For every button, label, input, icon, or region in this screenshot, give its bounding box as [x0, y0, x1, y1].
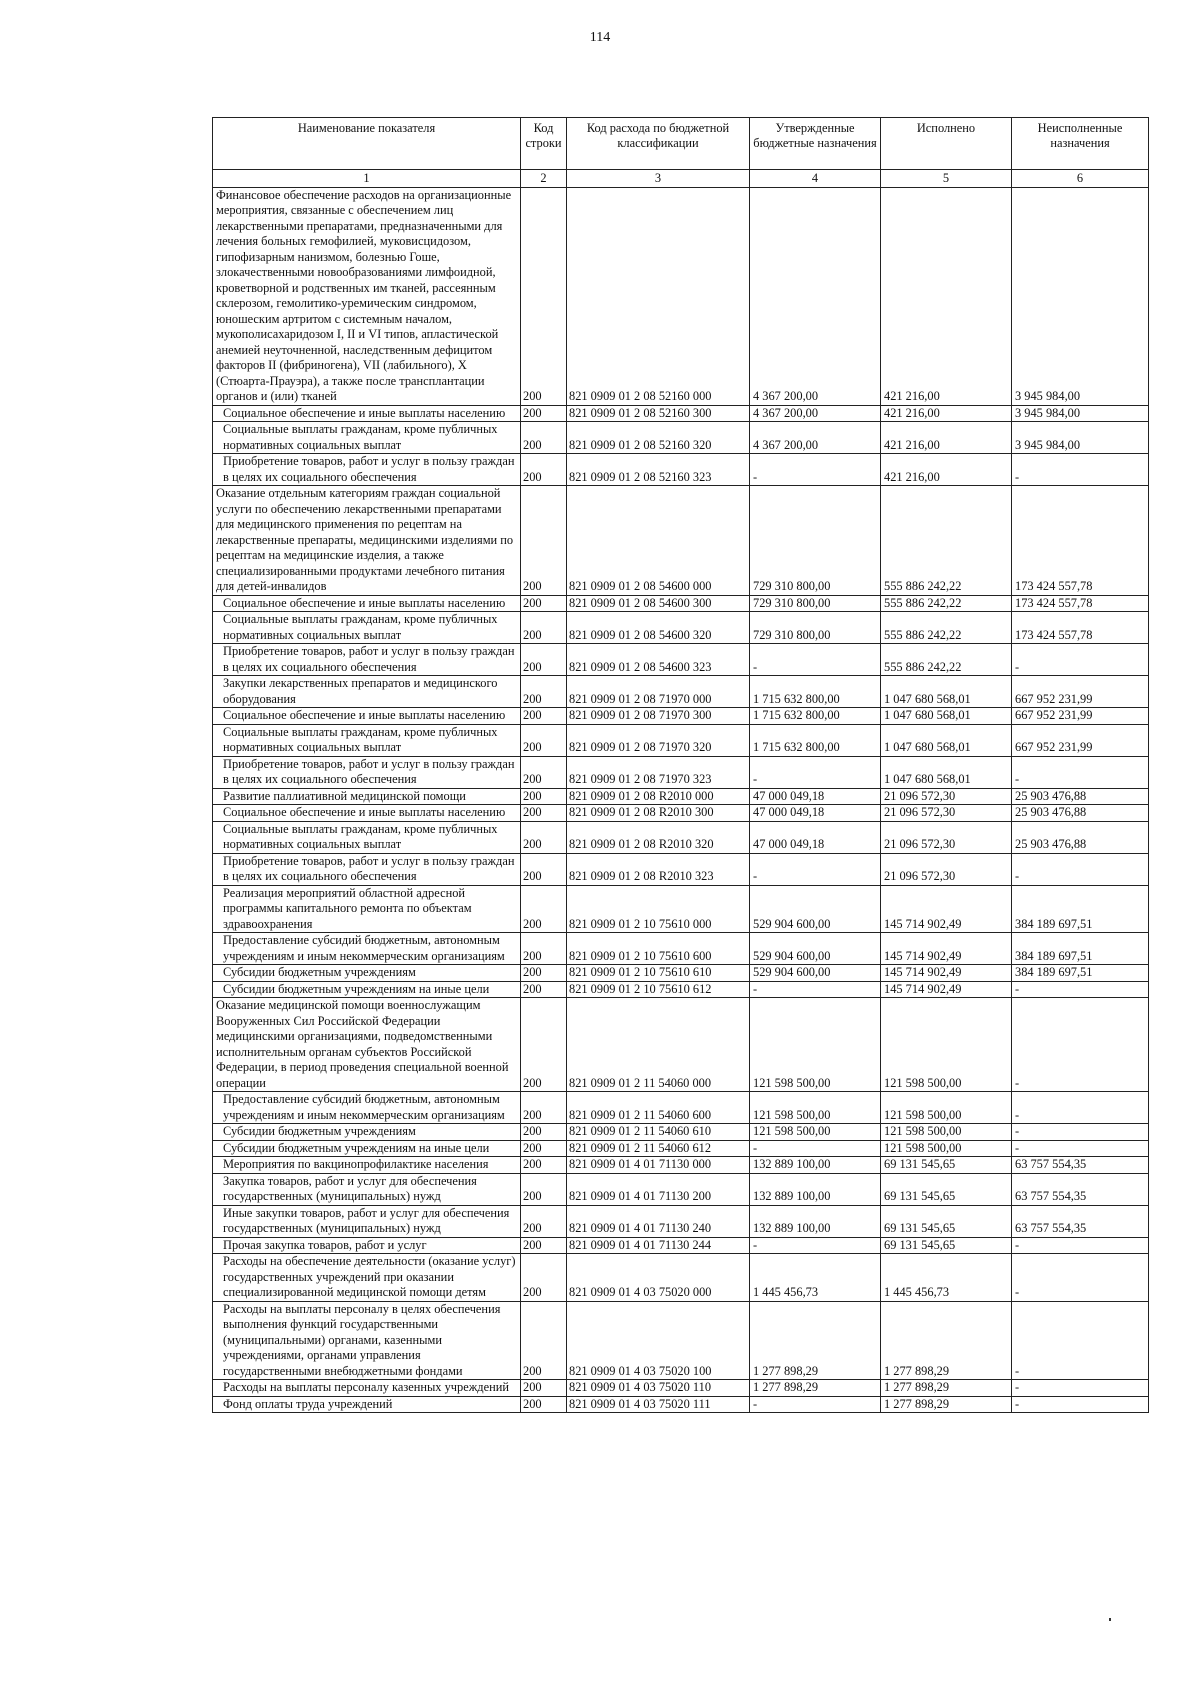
row-executed-amount: 69 131 545,65 [881, 1157, 1012, 1174]
row-executed-amount: 555 886 242,22 [881, 612, 1012, 644]
row-executed-amount: 121 598 500,00 [881, 1092, 1012, 1124]
row-line-code: 200 [521, 454, 567, 486]
row-executed-amount: 421 216,00 [881, 187, 1012, 405]
row-approved-amount: 729 310 800,00 [750, 612, 881, 644]
row-line-code: 200 [521, 1092, 567, 1124]
table-row [213, 1157, 1149, 1174]
row-unexecuted-amount: - [1012, 756, 1149, 788]
row-indicator-name: Расходы на выплаты персоналу казенных учреждений [213, 1380, 521, 1397]
row-expense-code: 821 0909 01 4 01 71130 000 [567, 1157, 750, 1174]
row-indicator-name: Мероприятия по вакцинопрофилактике населения [213, 1157, 521, 1174]
table-row [213, 933, 1149, 965]
row-indicator-name: Прочая закупка товаров, работ и услуг [213, 1237, 521, 1254]
row-line-code: 200 [521, 612, 567, 644]
row-unexecuted-amount: 3 945 984,00 [1012, 422, 1149, 454]
table-row [213, 1396, 1149, 1413]
table-row [213, 187, 1149, 405]
row-indicator-name: Социальные выплаты гражданам, кроме публичных нормативных социальных выплат [213, 612, 521, 644]
row-executed-amount: 145 714 902,49 [881, 885, 1012, 933]
row-approved-amount: 529 904 600,00 [750, 933, 881, 965]
row-expense-code: 821 0909 01 2 08 71970 323 [567, 756, 750, 788]
row-executed-amount: 121 598 500,00 [881, 998, 1012, 1092]
row-unexecuted-amount: - [1012, 644, 1149, 676]
row-indicator-name: Оказание отдельным категориям граждан социальной услуги по обеспечению лекарственными препаратами для медицинского применения по рецептам на лекарственные препараты, медицинскими изделиями по рецептам на медицинские изделия, а также специализированными продуктами лечебного питания для детей-инвалидов [213, 486, 521, 596]
row-unexecuted-amount: - [1012, 998, 1149, 1092]
row-expense-code: 821 0909 01 2 08 R2010 000 [567, 788, 750, 805]
row-approved-amount: - [750, 1140, 881, 1157]
row-unexecuted-amount: - [1012, 1254, 1149, 1302]
row-approved-amount: 1 715 632 800,00 [750, 708, 881, 725]
row-line-code: 200 [521, 1396, 567, 1413]
row-unexecuted-amount: - [1012, 1380, 1149, 1397]
row-approved-amount: - [750, 756, 881, 788]
row-indicator-name: Иные закупки товаров, работ и услуг для обеспечения государственных (муниципальных) нужд [213, 1205, 521, 1237]
column-number: 3 [567, 170, 750, 188]
column-number: 2 [521, 170, 567, 188]
table-row [213, 724, 1149, 756]
row-approved-amount: 729 310 800,00 [750, 486, 881, 596]
row-line-code: 200 [521, 885, 567, 933]
row-executed-amount: 1 047 680 568,01 [881, 756, 1012, 788]
row-approved-amount: 121 598 500,00 [750, 998, 881, 1092]
row-executed-amount: 21 096 572,30 [881, 853, 1012, 885]
table-row [213, 853, 1149, 885]
row-executed-amount: 1 047 680 568,01 [881, 708, 1012, 725]
row-unexecuted-amount: 384 189 697,51 [1012, 933, 1149, 965]
row-line-code: 200 [521, 708, 567, 725]
row-approved-amount: - [750, 644, 881, 676]
row-unexecuted-amount: - [1012, 1237, 1149, 1254]
row-approved-amount: - [750, 1237, 881, 1254]
header-indicator-name: Наименование показателя [213, 118, 521, 170]
row-line-code: 200 [521, 805, 567, 822]
row-indicator-name: Социальное обеспечение и иные выплаты населению [213, 405, 521, 422]
row-unexecuted-amount: 63 757 554,35 [1012, 1173, 1149, 1205]
column-number: 5 [881, 170, 1012, 188]
row-line-code: 200 [521, 1173, 567, 1205]
row-line-code: 200 [521, 981, 567, 998]
row-indicator-name: Субсидии бюджетным учреждениям на иные цели [213, 981, 521, 998]
header-row [213, 118, 1149, 170]
row-executed-amount: 69 131 545,65 [881, 1173, 1012, 1205]
row-unexecuted-amount: - [1012, 981, 1149, 998]
header-executed: Исполнено [881, 118, 1012, 170]
table-body [213, 187, 1149, 1413]
row-indicator-name: Приобретение товаров, работ и услуг в пользу граждан в целях их социального обеспечения [213, 756, 521, 788]
row-line-code: 200 [521, 1380, 567, 1397]
row-expense-code: 821 0909 01 2 08 52160 300 [567, 405, 750, 422]
row-expense-code: 821 0909 01 4 03 75020 100 [567, 1301, 750, 1380]
row-line-code: 200 [521, 187, 567, 405]
row-approved-amount: 4 367 200,00 [750, 405, 881, 422]
header-unexecuted: Неисполненные назначения [1012, 118, 1149, 170]
row-approved-amount: 132 889 100,00 [750, 1205, 881, 1237]
row-expense-code: 821 0909 01 2 11 54060 610 [567, 1124, 750, 1141]
row-line-code: 200 [521, 756, 567, 788]
table-row [213, 998, 1149, 1092]
row-expense-code: 821 0909 01 4 01 71130 244 [567, 1237, 750, 1254]
row-expense-code: 821 0909 01 2 08 R2010 300 [567, 805, 750, 822]
table-row [213, 708, 1149, 725]
row-executed-amount: 421 216,00 [881, 454, 1012, 486]
table-row [213, 981, 1149, 998]
row-line-code: 200 [521, 644, 567, 676]
row-line-code: 200 [521, 676, 567, 708]
table-row [213, 1173, 1149, 1205]
row-line-code: 200 [521, 1254, 567, 1302]
row-expense-code: 821 0909 01 2 08 R2010 320 [567, 821, 750, 853]
row-executed-amount: 145 714 902,49 [881, 981, 1012, 998]
row-executed-amount: 555 886 242,22 [881, 595, 1012, 612]
row-unexecuted-amount: - [1012, 1092, 1149, 1124]
row-line-code: 200 [521, 422, 567, 454]
row-line-code: 200 [521, 933, 567, 965]
row-indicator-name: Субсидии бюджетным учреждениям [213, 1124, 521, 1141]
row-approved-amount: 47 000 049,18 [750, 788, 881, 805]
table-row [213, 1124, 1149, 1141]
row-expense-code: 821 0909 01 2 11 54060 000 [567, 998, 750, 1092]
row-expense-code: 821 0909 01 4 03 75020 000 [567, 1254, 750, 1302]
row-approved-amount: 47 000 049,18 [750, 805, 881, 822]
row-line-code: 200 [521, 595, 567, 612]
table-row [213, 486, 1149, 596]
table-row [213, 1254, 1149, 1302]
row-approved-amount: 4 367 200,00 [750, 422, 881, 454]
row-executed-amount: 421 216,00 [881, 422, 1012, 454]
row-expense-code: 821 0909 01 2 10 75610 612 [567, 981, 750, 998]
column-number: 6 [1012, 170, 1149, 188]
row-approved-amount: - [750, 853, 881, 885]
row-approved-amount: 529 904 600,00 [750, 965, 881, 982]
row-indicator-name: Предоставление субсидий бюджетным, автономным учреждениям и иным некоммерческим организациям [213, 1092, 521, 1124]
row-indicator-name: Социальное обеспечение и иные выплаты населению [213, 805, 521, 822]
table-row [213, 1205, 1149, 1237]
row-expense-code: 821 0909 01 2 08 R2010 323 [567, 853, 750, 885]
row-indicator-name: Предоставление субсидий бюджетным, автономным учреждениям и иным некоммерческим организациям [213, 933, 521, 965]
row-executed-amount: 1 277 898,29 [881, 1301, 1012, 1380]
table-row [213, 788, 1149, 805]
row-line-code: 200 [521, 788, 567, 805]
row-executed-amount: 145 714 902,49 [881, 965, 1012, 982]
row-unexecuted-amount: - [1012, 1396, 1149, 1413]
row-line-code: 200 [521, 821, 567, 853]
table-row [213, 1140, 1149, 1157]
row-indicator-name: Оказание медицинской помощи военнослужащим Вооруженных Сил Российской Федерации медицинскими организациями, подведомственными исполнительным органам субъектов Российской Федерации, в период проведения специальной военной операции [213, 998, 521, 1092]
row-unexecuted-amount: 63 757 554,35 [1012, 1205, 1149, 1237]
scan-mark [1109, 1618, 1111, 1621]
table-row [213, 1237, 1149, 1254]
table-row [213, 676, 1149, 708]
row-expense-code: 821 0909 01 2 08 71970 300 [567, 708, 750, 725]
header-line-code: Код строки [521, 118, 567, 170]
column-number: 4 [750, 170, 881, 188]
table-row [213, 454, 1149, 486]
table-row [213, 422, 1149, 454]
row-executed-amount: 145 714 902,49 [881, 933, 1012, 965]
row-expense-code: 821 0909 01 4 03 75020 111 [567, 1396, 750, 1413]
row-unexecuted-amount: 3 945 984,00 [1012, 405, 1149, 422]
row-expense-code: 821 0909 01 2 08 52160 000 [567, 187, 750, 405]
row-approved-amount: 4 367 200,00 [750, 187, 881, 405]
table-row [213, 612, 1149, 644]
row-approved-amount: 47 000 049,18 [750, 821, 881, 853]
row-expense-code: 821 0909 01 2 08 54600 320 [567, 612, 750, 644]
row-executed-amount: 555 886 242,22 [881, 486, 1012, 596]
row-executed-amount: 21 096 572,30 [881, 805, 1012, 822]
row-approved-amount: 1 715 632 800,00 [750, 676, 881, 708]
table-row [213, 1380, 1149, 1397]
row-indicator-name: Расходы на выплаты персоналу в целях обеспечения выполнения функций государственными (муниципальными) органами, казенными учреждениями, органами управления государственными внебюджетными фондами [213, 1301, 521, 1380]
table-row [213, 965, 1149, 982]
row-line-code: 200 [521, 724, 567, 756]
row-executed-amount: 21 096 572,30 [881, 821, 1012, 853]
page-number: 114 [589, 30, 611, 45]
row-indicator-name: Приобретение товаров, работ и услуг в пользу граждан в целях их социального обеспечения [213, 644, 521, 676]
row-indicator-name: Фонд оплаты труда учреждений [213, 1396, 521, 1413]
row-indicator-name: Приобретение товаров, работ и услуг в пользу граждан в целях их социального обеспечения [213, 454, 521, 486]
row-unexecuted-amount: 667 952 231,99 [1012, 676, 1149, 708]
row-expense-code: 821 0909 01 2 08 54600 300 [567, 595, 750, 612]
row-approved-amount: 1 445 456,73 [750, 1254, 881, 1302]
row-unexecuted-amount: 173 424 557,78 [1012, 595, 1149, 612]
row-unexecuted-amount: 25 903 476,88 [1012, 788, 1149, 805]
row-expense-code: 821 0909 01 4 03 75020 110 [567, 1380, 750, 1397]
row-indicator-name: Реализация мероприятий областной адресной программы капитального ремонта по объектам здравоохранения [213, 885, 521, 933]
row-line-code: 200 [521, 965, 567, 982]
row-executed-amount: 1 047 680 568,01 [881, 676, 1012, 708]
row-approved-amount: 729 310 800,00 [750, 595, 881, 612]
row-unexecuted-amount: 173 424 557,78 [1012, 612, 1149, 644]
row-unexecuted-amount: 384 189 697,51 [1012, 885, 1149, 933]
row-approved-amount: - [750, 981, 881, 998]
column-number: 1 [213, 170, 521, 188]
table-row [213, 805, 1149, 822]
table-row [213, 405, 1149, 422]
row-expense-code: 821 0909 01 2 10 75610 000 [567, 885, 750, 933]
row-unexecuted-amount: 25 903 476,88 [1012, 821, 1149, 853]
row-unexecuted-amount: 667 952 231,99 [1012, 724, 1149, 756]
table-row [213, 644, 1149, 676]
row-executed-amount: 69 131 545,65 [881, 1237, 1012, 1254]
row-executed-amount: 69 131 545,65 [881, 1205, 1012, 1237]
row-indicator-name: Социальные выплаты гражданам, кроме публичных нормативных социальных выплат [213, 724, 521, 756]
row-expense-code: 821 0909 01 2 11 54060 612 [567, 1140, 750, 1157]
row-approved-amount: 132 889 100,00 [750, 1173, 881, 1205]
row-approved-amount: 132 889 100,00 [750, 1157, 881, 1174]
row-expense-code: 821 0909 01 4 01 71130 200 [567, 1173, 750, 1205]
row-approved-amount: 1 715 632 800,00 [750, 724, 881, 756]
row-expense-code: 821 0909 01 2 10 75610 600 [567, 933, 750, 965]
row-executed-amount: 21 096 572,30 [881, 788, 1012, 805]
row-executed-amount: 1 445 456,73 [881, 1254, 1012, 1302]
row-unexecuted-amount: - [1012, 1301, 1149, 1380]
row-executed-amount: 421 216,00 [881, 405, 1012, 422]
row-unexecuted-amount: - [1012, 853, 1149, 885]
row-unexecuted-amount: 63 757 554,35 [1012, 1157, 1149, 1174]
row-expense-code: 821 0909 01 2 10 75610 610 [567, 965, 750, 982]
row-line-code: 200 [521, 1237, 567, 1254]
row-indicator-name: Финансовое обеспечение расходов на организационные мероприятия, связанные с обеспечением лиц лекарственными препаратами, предназначенными для лечения больных гемофилией, муковисцидозом, гипофизарным нанизмом, болезнью Гоше, злокачественными новообразованиями лимфоидной, кроветворной и родственных им тканей, рассеянным склерозом, гемолитико-уремическим синдромом, юношеским артритом с системным началом, мукополисахаридозом I, II и VI типов, апластической анемией неуточненной, наследственным дефицитом факторов II (фибриногена), VII (лабильного), X (Стюарта-Прауэра), а также после трансплантации органов и (или) тканей [213, 187, 521, 405]
row-indicator-name: Субсидии бюджетным учреждениям на иные цели [213, 1140, 521, 1157]
row-approved-amount: - [750, 1396, 881, 1413]
row-expense-code: 821 0909 01 4 01 71130 240 [567, 1205, 750, 1237]
table-row [213, 1301, 1149, 1380]
row-approved-amount: - [750, 454, 881, 486]
row-unexecuted-amount: - [1012, 454, 1149, 486]
row-executed-amount: 555 886 242,22 [881, 644, 1012, 676]
row-approved-amount: 1 277 898,29 [750, 1301, 881, 1380]
row-expense-code: 821 0909 01 2 08 54600 000 [567, 486, 750, 596]
budget-execution-table [212, 117, 1149, 1413]
row-executed-amount: 1 277 898,29 [881, 1396, 1012, 1413]
row-unexecuted-amount: 3 945 984,00 [1012, 187, 1149, 405]
row-line-code: 200 [521, 998, 567, 1092]
row-expense-code: 821 0909 01 2 08 52160 323 [567, 454, 750, 486]
header-approved: Утвержденные бюджетные назначения [750, 118, 881, 170]
row-approved-amount: 529 904 600,00 [750, 885, 881, 933]
row-expense-code: 821 0909 01 2 08 71970 000 [567, 676, 750, 708]
table-row [213, 821, 1149, 853]
row-line-code: 200 [521, 405, 567, 422]
header-expense-code: Код расхода по бюджетной классификации [567, 118, 750, 170]
row-expense-code: 821 0909 01 2 08 54600 323 [567, 644, 750, 676]
row-unexecuted-amount: - [1012, 1124, 1149, 1141]
row-indicator-name: Расходы на обеспечение деятельности (оказание услуг) государственных учреждений при оказании специализированной медицинской помощи детям [213, 1254, 521, 1302]
column-number-row [213, 170, 1149, 188]
row-indicator-name: Социальное обеспечение и иные выплаты населению [213, 595, 521, 612]
row-line-code: 200 [521, 1124, 567, 1141]
row-unexecuted-amount: 25 903 476,88 [1012, 805, 1149, 822]
table-row [213, 756, 1149, 788]
row-indicator-name: Приобретение товаров, работ и услуг в пользу граждан в целях их социального обеспечения [213, 853, 521, 885]
table-row [213, 885, 1149, 933]
row-executed-amount: 121 598 500,00 [881, 1124, 1012, 1141]
row-line-code: 200 [521, 1301, 567, 1380]
row-indicator-name: Социальные выплаты гражданам, кроме публичных нормативных социальных выплат [213, 821, 521, 853]
row-expense-code: 821 0909 01 2 11 54060 600 [567, 1092, 750, 1124]
table-row [213, 1092, 1149, 1124]
row-approved-amount: 121 598 500,00 [750, 1124, 881, 1141]
row-line-code: 200 [521, 853, 567, 885]
row-line-code: 200 [521, 1157, 567, 1174]
row-indicator-name: Закупка товаров, работ и услуг для обеспечения государственных (муниципальных) нужд [213, 1173, 521, 1205]
row-executed-amount: 1 047 680 568,01 [881, 724, 1012, 756]
row-expense-code: 821 0909 01 2 08 52160 320 [567, 422, 750, 454]
row-line-code: 200 [521, 1205, 567, 1237]
row-executed-amount: 1 277 898,29 [881, 1380, 1012, 1397]
row-unexecuted-amount: 384 189 697,51 [1012, 965, 1149, 982]
row-approved-amount: 121 598 500,00 [750, 1092, 881, 1124]
table-row [213, 595, 1149, 612]
row-expense-code: 821 0909 01 2 08 71970 320 [567, 724, 750, 756]
row-approved-amount: 1 277 898,29 [750, 1380, 881, 1397]
row-indicator-name: Социальные выплаты гражданам, кроме публичных нормативных социальных выплат [213, 422, 521, 454]
row-unexecuted-amount: 173 424 557,78 [1012, 486, 1149, 596]
row-indicator-name: Субсидии бюджетным учреждениям [213, 965, 521, 982]
row-indicator-name: Закупки лекарственных препаратов и медицинского оборудования [213, 676, 521, 708]
row-line-code: 200 [521, 486, 567, 596]
row-line-code: 200 [521, 1140, 567, 1157]
row-executed-amount: 121 598 500,00 [881, 1140, 1012, 1157]
row-unexecuted-amount: - [1012, 1140, 1149, 1157]
row-indicator-name: Социальное обеспечение и иные выплаты населению [213, 708, 521, 725]
row-indicator-name: Развитие паллиативной медицинской помощи [213, 788, 521, 805]
row-unexecuted-amount: 667 952 231,99 [1012, 708, 1149, 725]
